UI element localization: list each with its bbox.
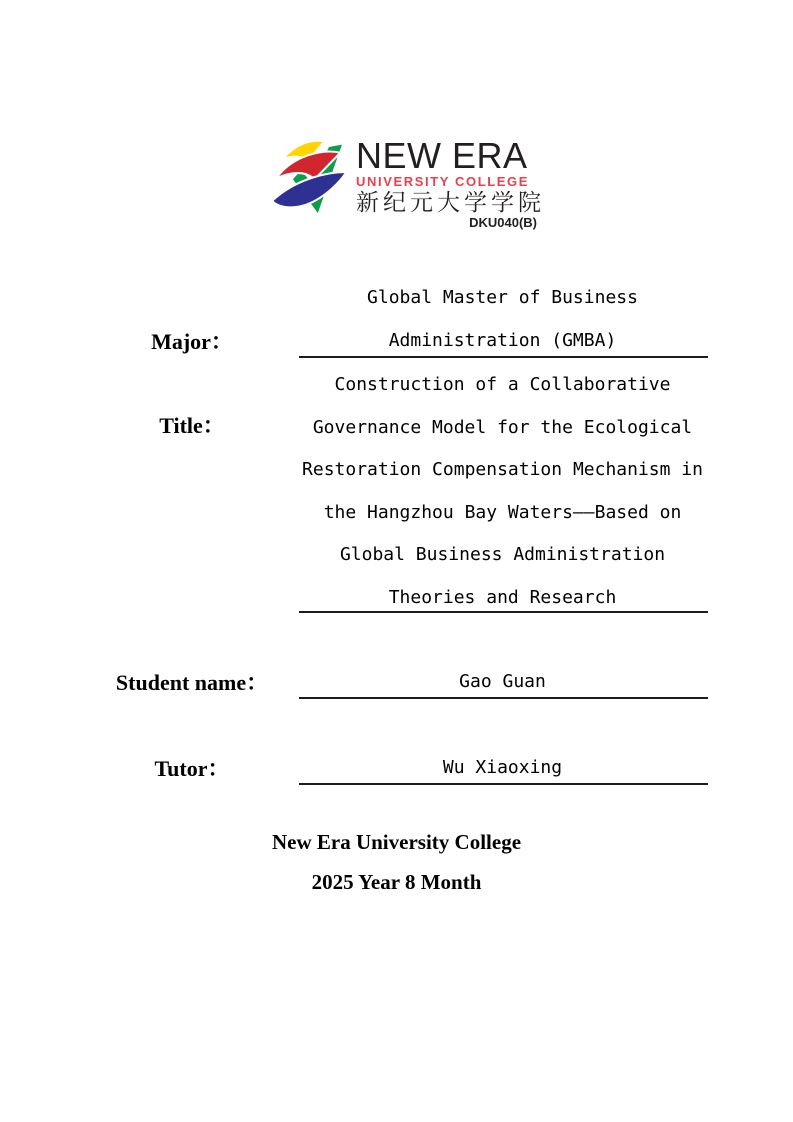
- major-value: [294, 277, 711, 362]
- title-value-line: the Hangzhou Bay Waters——Based on: [323, 501, 682, 523]
- title-value-line: Restoration Compensation Mechanism in: [302, 459, 703, 480]
- title-value-line: Governance Model for the Ecological: [312, 416, 693, 438]
- logo-name-zh: 新纪元大学学院: [356, 189, 545, 215]
- university-logo-mark-icon: [272, 137, 346, 215]
- student-name-label: Student name：: [115, 670, 269, 695]
- logo-blue-shape: [272, 172, 346, 207]
- tutor-value-line: Wu Xiaoxing: [442, 757, 563, 778]
- university-logo: [356, 135, 545, 230]
- major-underline: [299, 356, 708, 358]
- major-value-line: Administration (GMBA): [388, 329, 617, 351]
- footer-institution: New Era University College: [271, 830, 522, 854]
- logo-subtitle-en: UNIVERSITY COLLEGE: [356, 174, 530, 189]
- major-value-line: Global Master of Business: [367, 287, 638, 308]
- title-value-line: Global Business Administration: [339, 544, 666, 565]
- student-name-value-line: Gao Guan: [459, 671, 546, 692]
- title-value: [294, 364, 711, 619]
- tutor-label: Tutor：: [154, 756, 230, 781]
- major-label: Major：: [151, 329, 233, 354]
- footer-date: 2025 Year 8 Month: [311, 870, 482, 894]
- student-name-underline: [299, 697, 708, 699]
- tutor-underline: [299, 783, 708, 785]
- title-value-line: Construction of a Collaborative: [334, 374, 671, 395]
- logo-form-code: DKU040(B): [469, 215, 537, 230]
- logo-name-en: NEW ERA: [356, 135, 528, 176]
- title-value-line: Theories and Research: [388, 586, 617, 608]
- title-underline: [299, 611, 708, 613]
- title-label: Title：: [159, 413, 225, 438]
